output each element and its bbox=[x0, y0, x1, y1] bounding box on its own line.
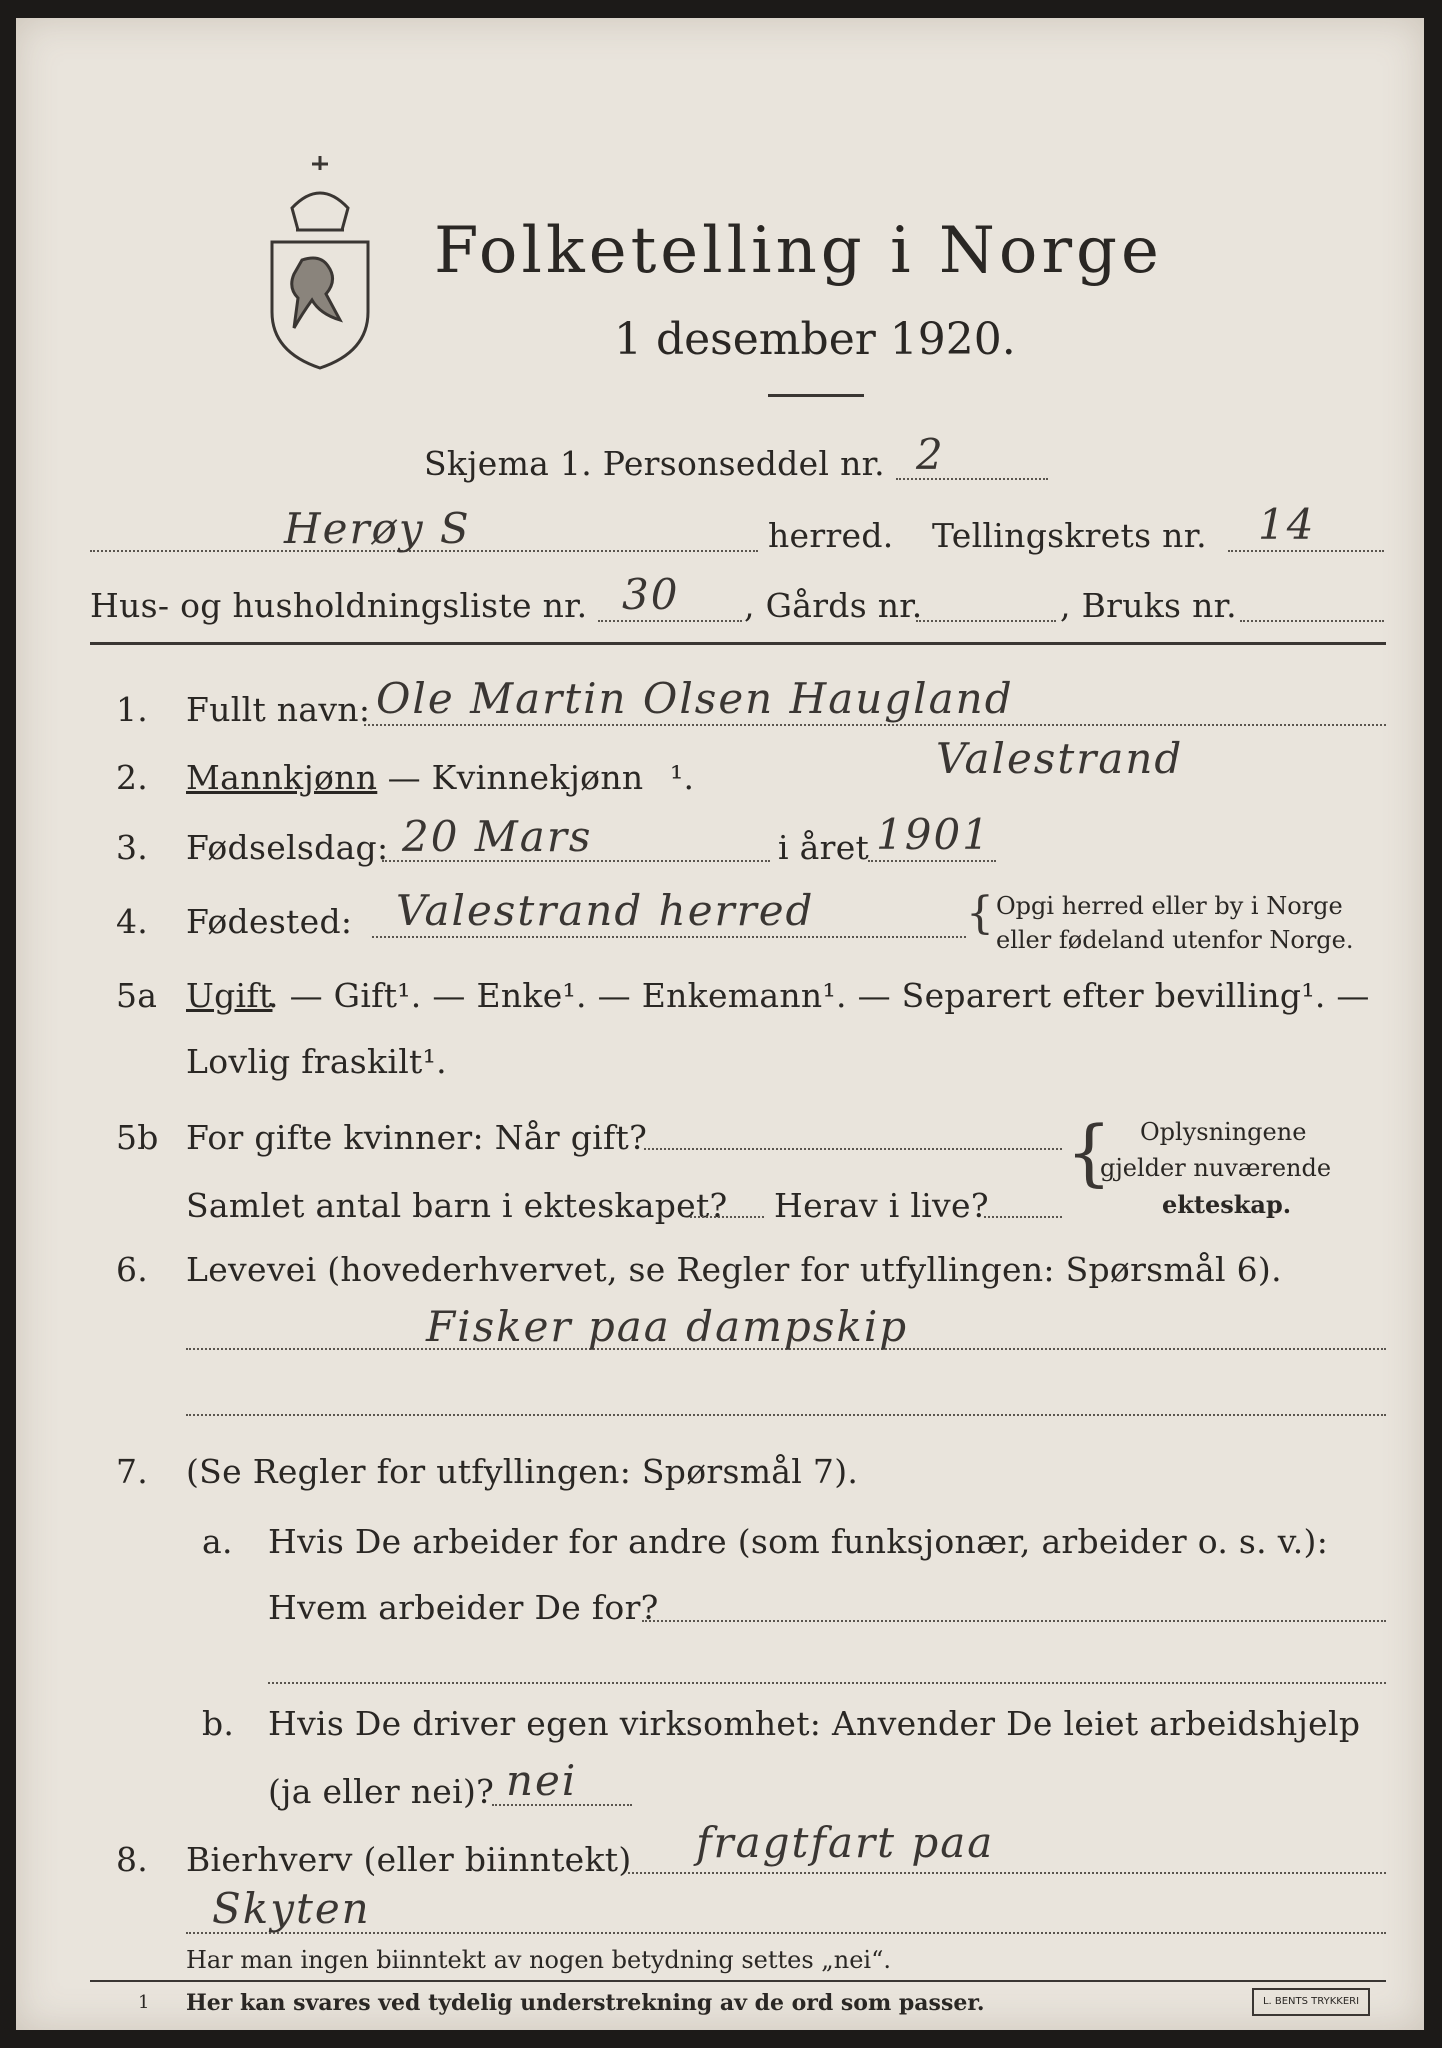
q8-line1 bbox=[628, 1872, 1386, 1874]
q6-label: Levevei (hovederhvervet, se Regler for utfyllingen: Spørsmål 6). bbox=[186, 1250, 1282, 1289]
census-date: 1 desember 1920. bbox=[614, 314, 1016, 365]
q7b-value: nei bbox=[506, 1756, 578, 1805]
q3-year-line bbox=[868, 860, 996, 862]
tellingskrets-value: 14 bbox=[1258, 500, 1316, 549]
q2-separator: . — Kvinnekjønn bbox=[366, 758, 644, 797]
q5b-line2 bbox=[690, 1216, 764, 1218]
hus-line bbox=[598, 620, 742, 622]
q1-number: 1. bbox=[116, 690, 149, 729]
gards-label: , Gårds nr. bbox=[744, 586, 923, 625]
q7a-label2: Hvem arbeider De for? bbox=[268, 1588, 659, 1627]
q5b-label3: Herav i live? bbox=[774, 1186, 989, 1225]
q7a-line1 bbox=[642, 1620, 1386, 1622]
q5b-brace: { bbox=[1066, 1110, 1112, 1194]
q1-label: Fullt navn: bbox=[186, 690, 371, 729]
footnote-mark: 1 bbox=[138, 1992, 150, 2013]
q7a-letter: a. bbox=[202, 1522, 233, 1561]
bruks-label: , Bruks nr. bbox=[1060, 586, 1237, 625]
census-form bbox=[16, 18, 1424, 2030]
divider-main bbox=[90, 642, 1386, 645]
q5b-note-line1: Oplysningene bbox=[1140, 1118, 1307, 1146]
q4-brace: { bbox=[966, 888, 994, 939]
q8-number: 8. bbox=[116, 1840, 149, 1879]
q5b-note-line2: gjelder nuværende bbox=[1100, 1154, 1332, 1182]
q6-number: 6. bbox=[116, 1250, 149, 1289]
q2-footmark: ¹. bbox=[670, 758, 695, 797]
skjema-label: Skjema 1. Personseddel nr. bbox=[424, 444, 885, 483]
q4-value: Valestrand herred bbox=[396, 886, 815, 935]
herred-value: Herøy S bbox=[284, 504, 471, 553]
q3-number: 3. bbox=[116, 828, 149, 867]
q8-value2: Skyten bbox=[212, 1884, 371, 1933]
tellingskrets-label: Tellingskrets nr. bbox=[932, 516, 1207, 555]
tellingskrets-line bbox=[1228, 550, 1384, 552]
q6-value: Fisker paa dampskip bbox=[426, 1302, 909, 1351]
q5a-line2: Lovlig fraskilt¹. bbox=[186, 1042, 447, 1081]
printer-stamp: L. BENTS TRYKKERI bbox=[1252, 1988, 1370, 2016]
q2-male-underlined: Mannkjønn bbox=[186, 758, 378, 797]
divider-footer bbox=[90, 1980, 1386, 1982]
q7b-label: Hvis De driver egen virksomhet: Anvender De leiet arbeidshjelp bbox=[268, 1704, 1361, 1743]
divider-short bbox=[768, 394, 864, 397]
form-title: Folketelling i Norge bbox=[434, 214, 1163, 288]
q5b-number: 5b bbox=[116, 1118, 159, 1157]
q4-note-line1: Opgi herred eller by i Norge bbox=[996, 892, 1343, 920]
q6-line2 bbox=[186, 1414, 1386, 1416]
q8-value1: fragtfart paa bbox=[696, 1818, 995, 1867]
coat-of-arms-icon bbox=[262, 150, 378, 372]
q2-number: 2. bbox=[116, 758, 149, 797]
q4-number: 4. bbox=[116, 902, 149, 941]
q3-year-value: 1901 bbox=[876, 810, 991, 859]
q5b-line1 bbox=[644, 1148, 1062, 1150]
q8-note: Har man ingen biinntekt av nogen betydning settes „nei“. bbox=[186, 1946, 891, 1974]
hus-value: 30 bbox=[622, 570, 680, 619]
q5b-label2: Samlet antal barn i ekteskapet? bbox=[186, 1186, 728, 1225]
q7b-label2: (ja eller nei)? bbox=[268, 1772, 495, 1811]
q3-label: Fødselsdag: bbox=[186, 828, 389, 867]
q4-label: Fødested: bbox=[186, 902, 353, 941]
q7a-label: Hvis De arbeider for andre (som funksjonær, arbeider o. s. v.): bbox=[268, 1522, 1329, 1561]
footnote-text: Her kan svares ved tydelig understrekning av de ord som passer. bbox=[186, 1990, 985, 2016]
hus-label: Hus- og husholdningsliste nr. bbox=[90, 586, 588, 625]
q4-line bbox=[372, 936, 966, 938]
personseddel-value: 2 bbox=[916, 430, 945, 479]
q5b-label1: For gifte kvinner: Når gift? bbox=[186, 1118, 648, 1157]
q5b-line3 bbox=[984, 1216, 1062, 1218]
bruks-line bbox=[1240, 620, 1384, 622]
q1-extra-value: Valestrand bbox=[936, 734, 1184, 783]
q4-note-line2: eller fødeland utenfor Norge. bbox=[996, 926, 1354, 954]
q5a-number: 5a bbox=[116, 976, 158, 1015]
q5b-note-line3: ekteskap. bbox=[1162, 1190, 1292, 1219]
gards-line bbox=[916, 620, 1056, 622]
q7-number: 7. bbox=[116, 1452, 149, 1491]
q3-year-label: i året bbox=[778, 828, 870, 867]
q7a-line2 bbox=[268, 1682, 1386, 1684]
q7-label: (Se Regler for utfyllingen: Spørsmål 7). bbox=[186, 1452, 859, 1491]
q1-value: Ole Martin Olsen Haugland bbox=[376, 674, 1014, 723]
q5a-ugift-underlined: Ugift bbox=[186, 976, 273, 1015]
q5a-options: . — Gift¹. — Enke¹. — Enkemann¹. — Separert efter bevilling¹. — bbox=[268, 976, 1370, 1015]
q8-label: Bierhverv (eller biinntekt) bbox=[186, 1840, 632, 1879]
q1-line bbox=[364, 724, 1386, 726]
q3-value: 20 Mars bbox=[402, 812, 593, 861]
q7b-letter: b. bbox=[202, 1704, 235, 1743]
herred-label: herred. bbox=[768, 516, 894, 555]
